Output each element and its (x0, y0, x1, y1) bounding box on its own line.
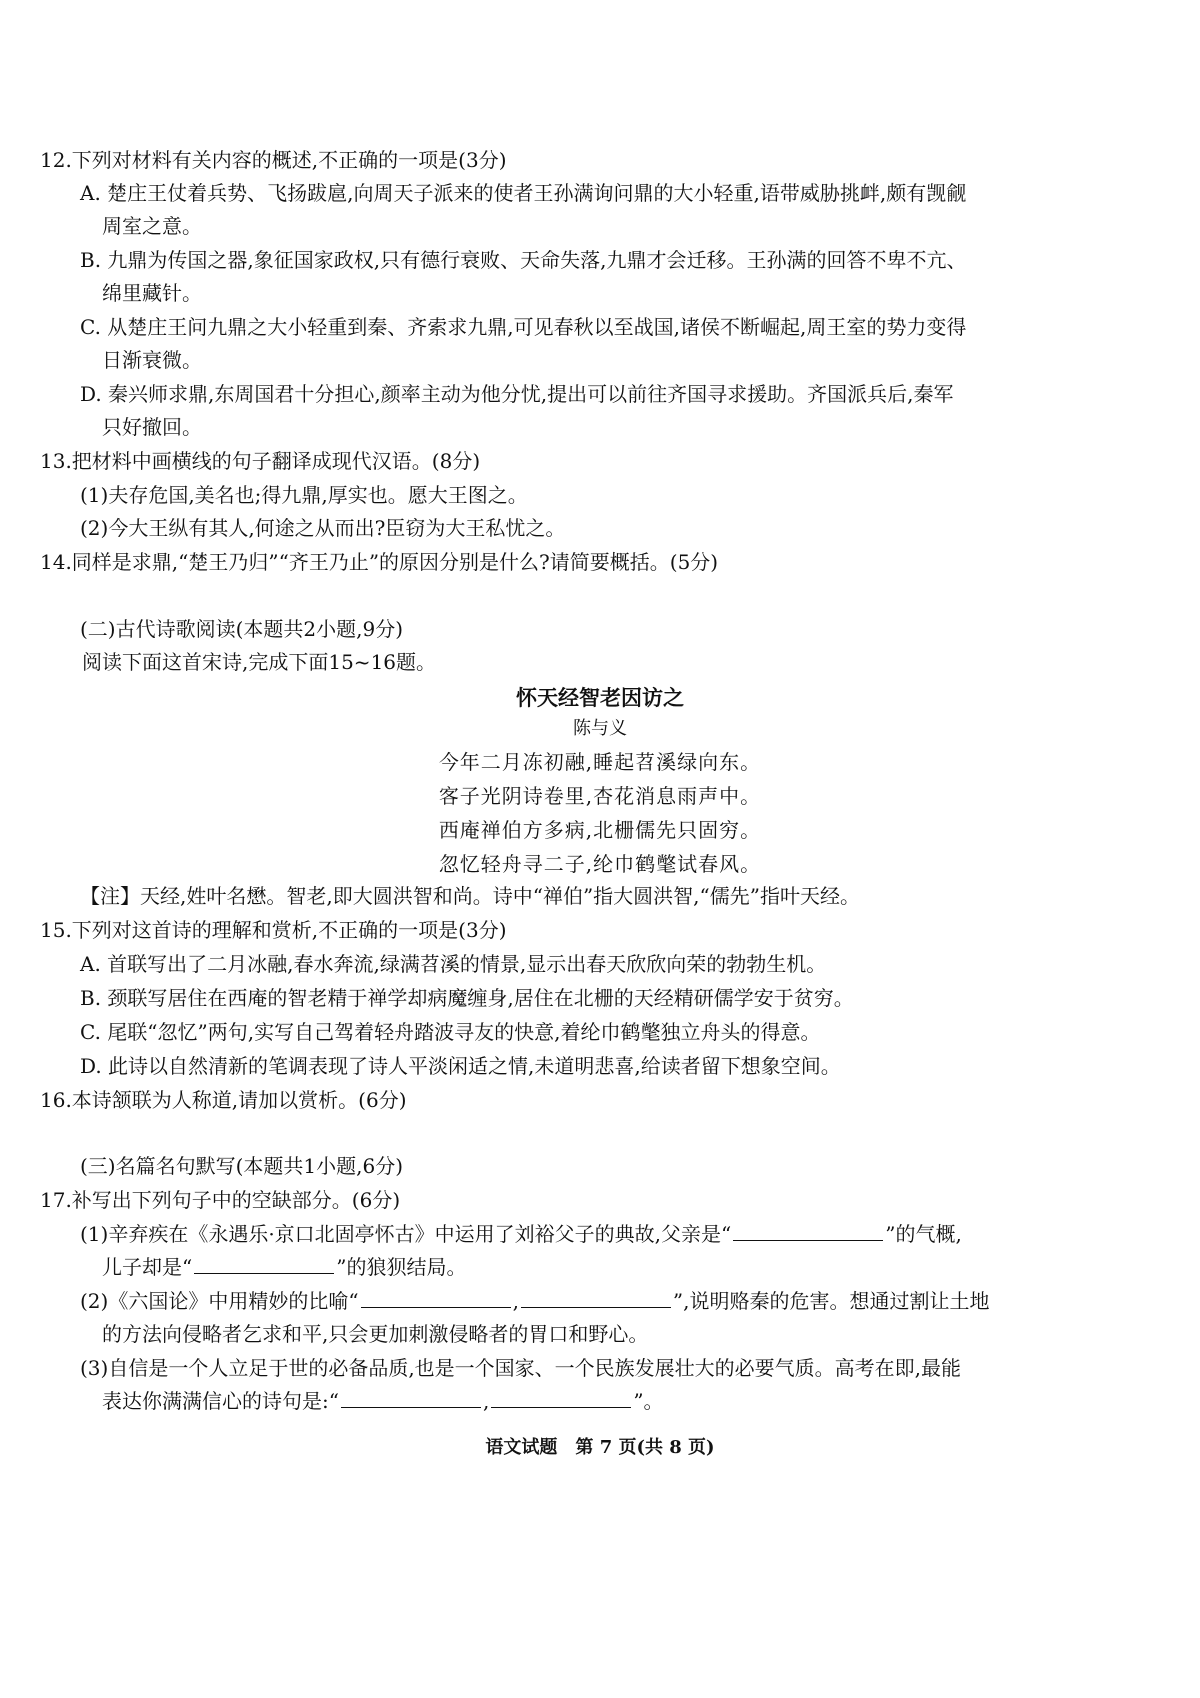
q12-option-d-cont: 只好撤回。 (102, 415, 202, 439)
q17-part-1-text-c: 儿子却是“ (102, 1255, 193, 1279)
q17-stem: 17.补写出下列句子中的空缺部分。(6分) (40, 1188, 401, 1212)
q17-part-1-text-d: ”的狼狈结局。 (336, 1255, 467, 1279)
q17-part-1-cont (102, 1255, 466, 1279)
q13-sentence-2: (2)今大王纵有其人,何途之从而出?臣窃为大王私忧之。 (80, 516, 566, 540)
q17-blank-6[interactable] (491, 1389, 631, 1408)
q17-part-2-sep: , (512, 1289, 519, 1313)
q15-option-b: B. 颈联写居住在西庵的智老精于禅学却病魔缠身,居住在北栅的天经精研儒学安于贫穷。 (80, 986, 854, 1010)
section2-intro: 阅读下面这首宋诗,完成下面15~16题。 (82, 650, 437, 674)
section2-title: (二)古代诗歌阅读(本题共2小题,9分) (80, 617, 404, 641)
q12-option-a: A. 楚庄王仗着兵势、飞扬跋扈,向周天子派来的使者王孙满询问鼎的大小轻重,语带威胁挑衅,颇有觊觎 (80, 181, 967, 205)
poem-note: 【注】天经,姓叶名懋。智老,即大圆洪智和尚。诗中“禅伯”指大圆洪智,“儒先”指叶天经。 (80, 884, 860, 908)
section3-title: (三)名篇名句默写(本题共1小题,6分) (80, 1154, 404, 1178)
q17-part-3-cont (102, 1389, 664, 1413)
poem-title: 怀天经智老因访之 (516, 685, 684, 710)
poem-author: 陈与义 (573, 718, 627, 739)
q17-part-2-text-a: (2)《六国论》中用精妙的比喻“ (80, 1289, 359, 1313)
q12-option-b: B. 九鼎为传国之器,象征国家政权,只有德行衰败、天命失落,九鼎才会迁移。王孙满的回答不卑不亢、 (80, 248, 967, 272)
q17-part-2 (80, 1289, 990, 1313)
q17-blank-2[interactable] (194, 1255, 334, 1274)
q12-option-a-cont: 周室之意。 (102, 214, 202, 238)
q17-part-3-sep: , (482, 1389, 490, 1413)
q12-option-b-cont: 绵里藏针。 (102, 281, 202, 305)
poem-line-1: 今年二月冻初融,睡起苕溪绿向东。 (438, 750, 762, 774)
q13-stem: 13.把材料中画横线的句子翻译成现代汉语。(8分) (40, 449, 481, 473)
q17-part-2-text-b: ”,说明赂秦的危害。想通过割让土地 (672, 1289, 990, 1313)
q16-stem: 16.本诗颔联为人称道,请加以赏析。(6分) (40, 1088, 407, 1112)
q17-blank-5[interactable] (341, 1389, 481, 1408)
q17-part-3: (3)自信是一个人立足于世的必备品质,也是一个国家、一个民族发展壮大的必要气质。高考在即,最能 (80, 1356, 962, 1380)
q15-option-d: D. 此诗以自然清新的笔调表现了诗人平淡闲适之情,未道明悲喜,给读者留下想象空间。 (80, 1054, 841, 1078)
page-footer: 语文试题 第 7 页(共 8 页) (485, 1437, 715, 1458)
q17-part-1 (80, 1222, 962, 1246)
q17-blank-3[interactable] (361, 1289, 511, 1308)
poem-line-2: 客子光阴诗卷里,杏花消息雨声中。 (438, 784, 762, 808)
q12-option-c-cont: 日渐衰微。 (102, 348, 202, 372)
q12-option-c: C. 从楚庄王问九鼎之大小轻重到秦、齐索求九鼎,可见春秋以至战国,诸侯不断崛起,周王室的势力变得 (80, 315, 967, 339)
q17-blank-1[interactable] (733, 1222, 883, 1241)
q12-stem: 12.下列对材料有关内容的概述,不正确的一项是(3分) (40, 148, 507, 172)
q13-sentence-1: (1)夫存危国,美名也;得九鼎,厚实也。愿大王图之。 (80, 483, 528, 507)
q15-option-c: C. 尾联“忽忆”两句,实写自己驾着轻舟踏波寻友的快意,着纶巾鹤氅独立舟头的得意。 (80, 1020, 821, 1044)
q15-option-a: A. 首联写出了二月冰融,春水奔流,绿满苕溪的情景,显示出春天欣欣向荣的勃勃生机。 (80, 952, 827, 976)
q15-stem: 15.下列对这首诗的理解和赏析,不正确的一项是(3分) (40, 918, 507, 942)
q17-part-1-text-b: ”的气概, (885, 1222, 962, 1246)
poem-line-3: 西庵禅伯方多病,北栅儒先只固穷。 (438, 818, 762, 842)
q17-part-1-text-a: (1)辛弃疾在《永遇乐·京口北固亭怀古》中运用了刘裕父子的典故,父亲是“ (80, 1222, 732, 1246)
q12-option-d: D. 秦兴师求鼎,东周国君十分担心,颜率主动为他分忧,提出可以前往齐国寻求援助。齐国派兵后,秦军 (80, 382, 954, 406)
poem-line-4: 忽忆轻舟寻二子,纶巾鹤氅试春风。 (438, 852, 762, 876)
q17-blank-4[interactable] (521, 1289, 671, 1308)
q17-part-2-cont: 的方法向侵略者乞求和平,只会更加刺激侵略者的胃口和野心。 (102, 1322, 649, 1346)
q17-part-3-text-b: 表达你满满信心的诗句是:“ (102, 1389, 339, 1413)
q17-part-3-text-c: ”。 (633, 1389, 664, 1413)
q14-stem: 14.同样是求鼎,“楚王乃归”“齐王乃止”的原因分别是什么?请简要概括。(5分) (40, 550, 719, 574)
